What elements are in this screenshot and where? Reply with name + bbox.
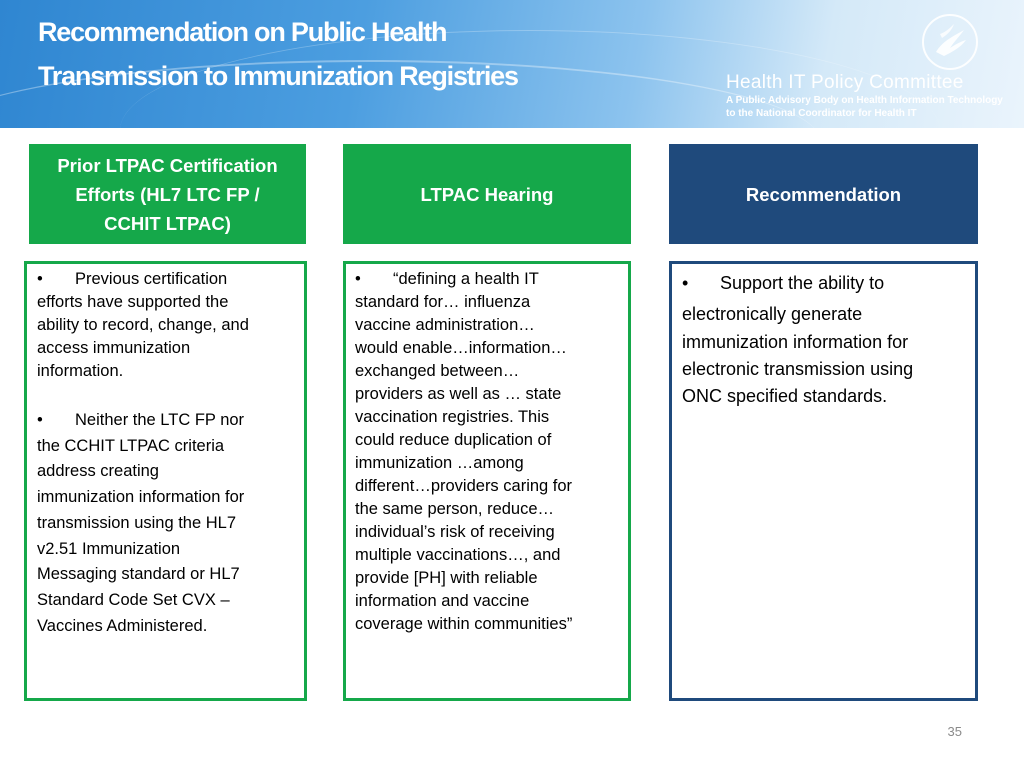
column-1-bullet-1: • Previous certification efforts have supported the ability to record, change, and access immunization information. [37, 270, 249, 380]
column-3-header [669, 144, 978, 244]
column-1-header-line-2: Efforts (HL7 LTC FP / [75, 183, 260, 205]
column-2-header-line-1: LTPAC Hearing [420, 183, 554, 205]
bullet-icon: • [682, 273, 689, 293]
bullet-icon: • [37, 411, 43, 429]
hhs-eagle-logo-icon [920, 12, 980, 72]
column-2-content [343, 261, 631, 701]
column-3-content [669, 261, 978, 701]
column-1-bullet-2: • Neither the LTC FP nor the CCHIT LTPAC criteria address creating immunization information for transmission using the HL7 v2.51 Immunization Messaging standard or HL7 Standard Code Set CVX – Vaccines Administered. [37, 408, 304, 639]
committee-name: Health IT Policy Committee [726, 72, 964, 93]
slide-title-line-1: Recommendation on Public Health [38, 17, 447, 47]
column-2-bullet-1: • “defining a health IT standard for… influenza vaccine administration… would enable…information… exchanged between… providers as well as … state vaccination registries. This could reduce duplication of immunization …among different…providers caring for the same person, reduce… individual’s risk of receiving multiple vaccinations…, and provide [PH] with reliable information and vaccine coverage within communities” [355, 270, 573, 633]
bullet-icon: • [355, 270, 361, 288]
committee-subtitle [726, 94, 1003, 120]
column-3-bullet-1: • Support the ability to electronically generate immunization information for electronic transmission using ONC specified standards. [682, 270, 975, 410]
title-banner [0, 0, 1024, 128]
committee-subtitle-line-1: A Public Advisory Body on Health Information Technology [726, 95, 1003, 106]
column-1-header-line-3: CCHIT LTPAC) [104, 212, 231, 234]
column-1-header [29, 144, 306, 244]
column-2-header [343, 144, 631, 244]
slide-title [38, 10, 658, 98]
column-1-header-line-1: Prior LTPAC Certification [57, 154, 278, 176]
committee-subtitle-line-2: to the National Coordinator for Health IT [726, 108, 917, 119]
column-3-header-line-1: Recommendation [745, 183, 902, 205]
page-number: 35 [947, 724, 962, 739]
slide-title-line-2: Transmission to Immunization Registries [38, 61, 518, 91]
bullet-icon: • [37, 270, 43, 288]
column-1-content [24, 261, 307, 701]
